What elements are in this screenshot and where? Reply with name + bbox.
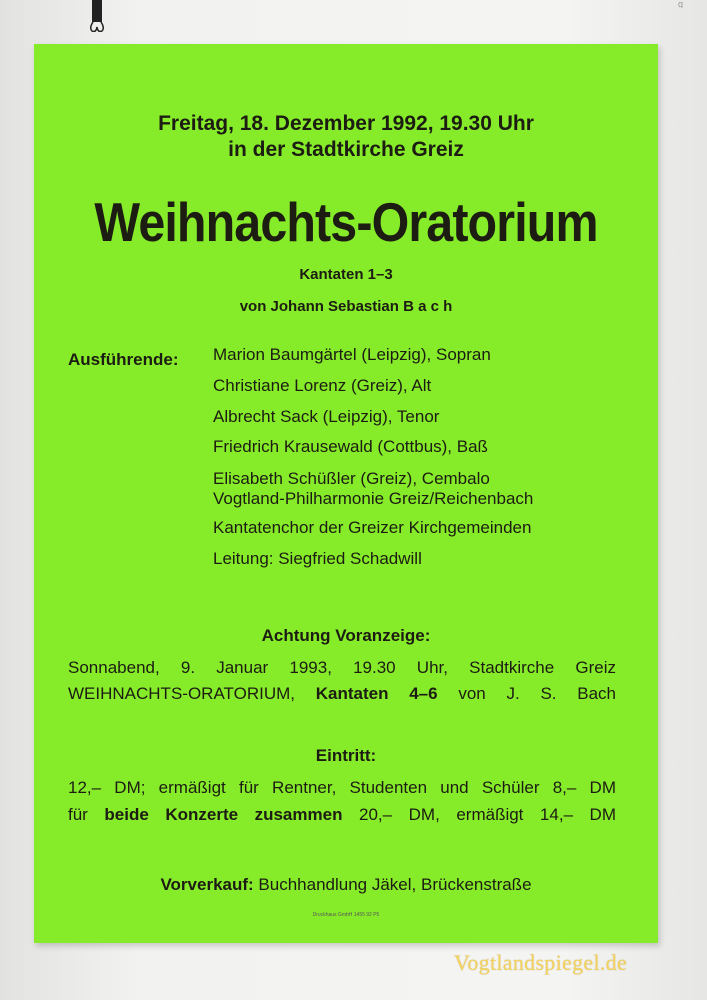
admission-line-1: 12,– DM; ermäßigt für Rentner, Studenten und Schüler 8,– DM bbox=[68, 778, 616, 797]
performer-line: Albrecht Sack (Leipzig), Tenor bbox=[213, 407, 440, 426]
admission-prices: 20,– DM, ermäßigt 14,– DM bbox=[359, 805, 616, 824]
preview-line-1: Sonnabend, 9. Januar 1993, 19.30 Uhr, Stadtkirche Greiz bbox=[68, 658, 616, 677]
event-date: Freitag, 18. Dezember 1992, 19.30 Uhr bbox=[158, 112, 534, 135]
admission-label: Eintritt: bbox=[315, 746, 377, 765]
performers-label: Ausführende: bbox=[68, 350, 179, 369]
presale-label: Vorverkauf: bbox=[160, 875, 254, 894]
performer-line: Leitung: Siegfried Schadwill bbox=[213, 549, 422, 568]
performer-line: Elisabeth Schüßler (Greiz), Cembalo bbox=[213, 469, 490, 488]
event-venue: in der Stadtkirche Greiz bbox=[228, 138, 464, 161]
composer-line: von Johann Sebastian B a c h bbox=[239, 298, 453, 315]
performer-line: Christiane Lorenz (Greiz), Alt bbox=[213, 376, 432, 395]
preview-composer: von J. S. Bach bbox=[458, 684, 616, 703]
printer-note: Druckhaus GmbH 1455 92 P5 bbox=[312, 912, 380, 918]
concert-poster bbox=[34, 44, 658, 943]
preview-cantatas: Kantaten 4–6 bbox=[315, 684, 438, 703]
performer-line: Marion Baumgärtel (Leipzig), Sopran bbox=[213, 345, 491, 364]
admission-line-2 bbox=[68, 805, 616, 825]
preview-title: WEIHNACHTS-ORATORIUM, bbox=[68, 684, 295, 703]
performer-line: Vogtland-Philharmonie Greiz/Reichenbach bbox=[213, 489, 534, 508]
poster-title: Weihnachts-Oratorium bbox=[94, 191, 598, 253]
presale-text: Buchhandlung Jäkel, Brückenstraße bbox=[258, 875, 532, 894]
binder-clip-icon bbox=[86, 0, 108, 32]
performer-line: Friedrich Krausewald (Cottbus), Baß bbox=[213, 437, 488, 456]
watermark: Vogtlandspiegel.de bbox=[454, 950, 628, 975]
admission-for: für bbox=[68, 805, 88, 824]
preview-label: Achtung Voranzeige: bbox=[261, 626, 431, 645]
poster-subtitle: Kantaten 1–3 bbox=[299, 266, 393, 283]
presale-line bbox=[34, 875, 658, 895]
admission-both: beide Konzerte zusammen bbox=[104, 805, 343, 824]
edge-fragment: g bbox=[678, 0, 684, 8]
performer-line: Kantatenchor der Greizer Kirchgemeinden bbox=[213, 518, 532, 537]
preview-line-2 bbox=[68, 684, 616, 704]
